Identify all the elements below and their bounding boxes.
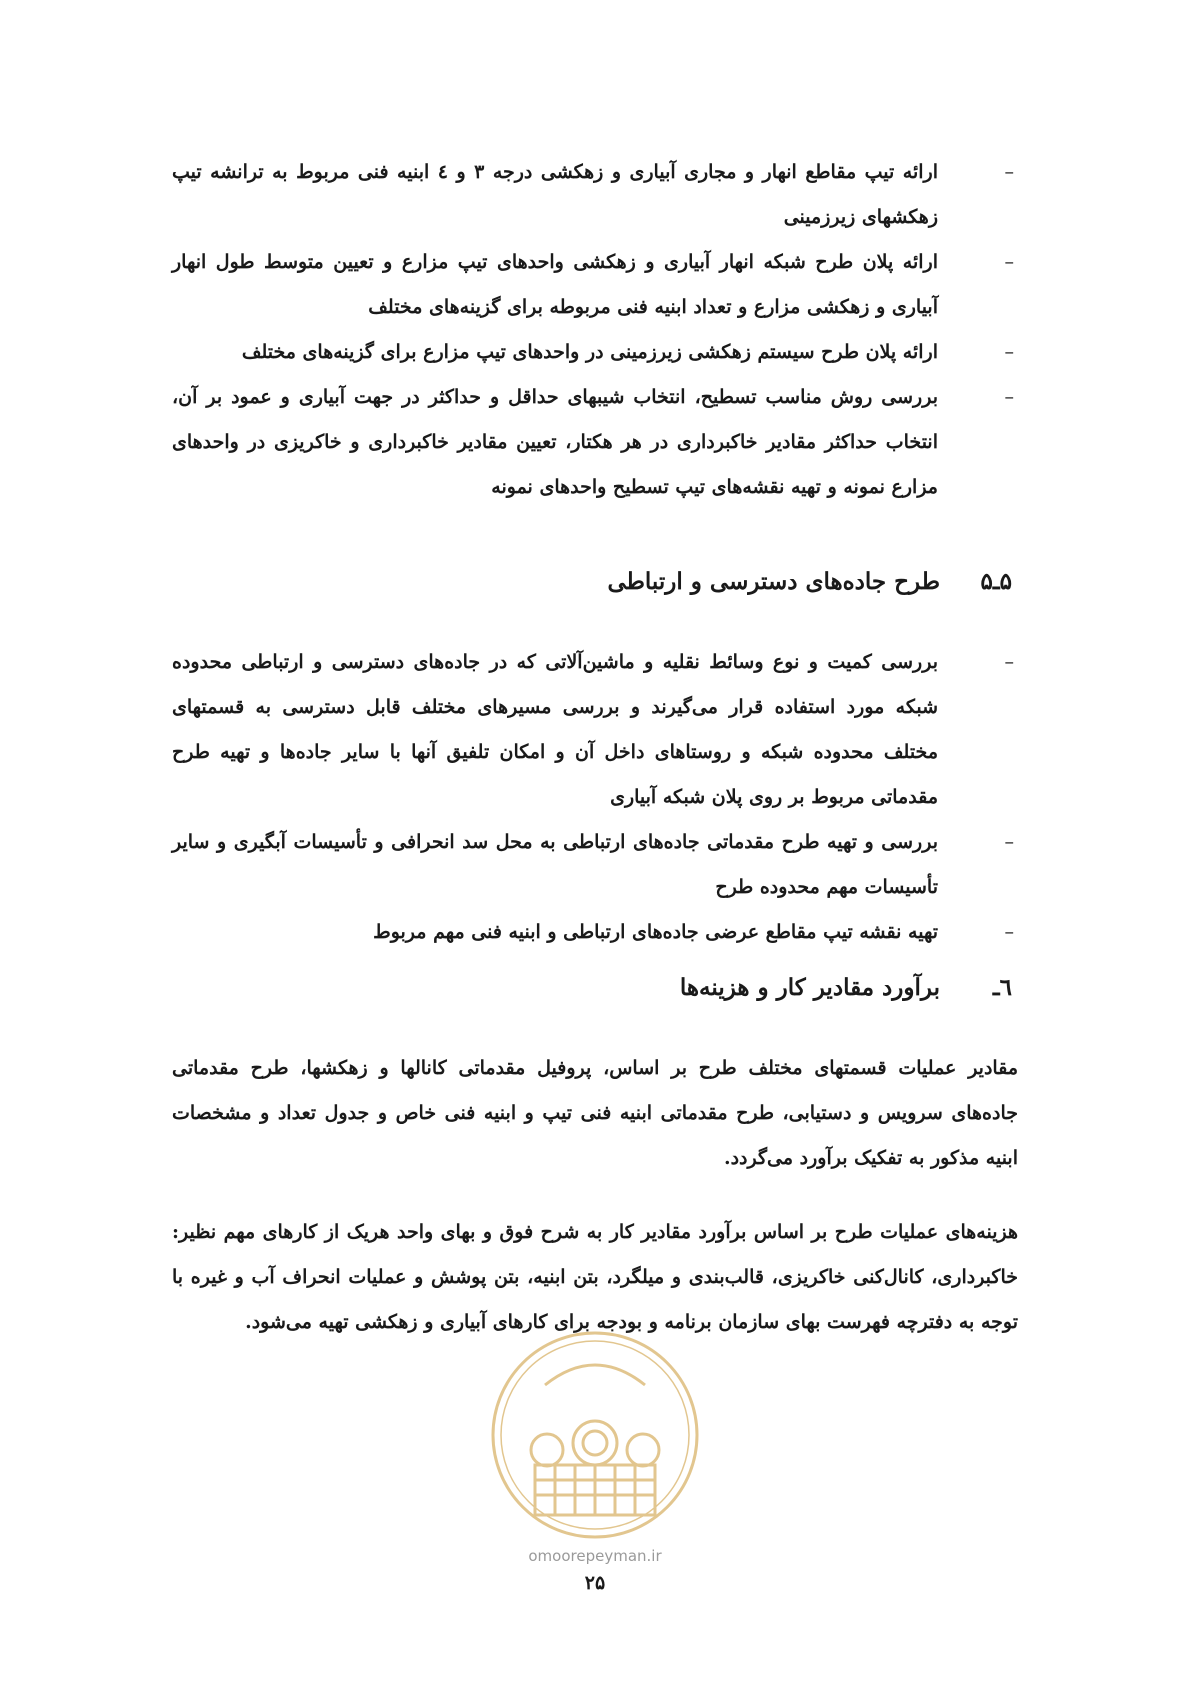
section-title: طرح جاده‌های دسترسی و ارتباطی: [607, 568, 940, 595]
bullet-list-roads: [172, 640, 1018, 955]
omoorepeyman-seal-icon: [485, 1325, 705, 1545]
list-item: – بررسی کمیت و نوع وسائط نقلیه و ماشین‌آلاتی که در جاده‌های دسترسی و ارتباطی محدوده شبکه مورد استفاده قرار می‌گیرند و بررسی مسیرهای مختلف قابل دسترسی به قسمتهای مختلف محدوده شبکه و روستاهای داخل آن و امکان تلفیق آنها با سایر جاده‌ها و تهیه طرح مقدماتی مربوط بر روی پلان شبکه آبیاری: [172, 640, 1018, 820]
watermark-logo: [485, 1325, 705, 1565]
watermark-url: omoorepeyman.ir: [528, 1547, 662, 1565]
paragraph-costs: هزینه‌های عملیات طرح بر اساس برآورد مقادیر کار به شرح فوق و بهای واحد هریک از کارهای مهم نظیر: خاکبرداری، کانال‌کنی خاکریزی، قالب‌بندی و میلگرد، بتن ابنیه، بتن پوشش و عملیات انحراف آب و غیره با توجه به دفترچه فهرست بهای سازمان برنامه و بودجه برای کارهای آبیاری و زهکشی تهیه می‌شود.: [172, 1221, 1018, 1333]
paragraph-quantities: مقادیر عملیات قسمتهای مختلف طرح بر اساس، پروفیل مقدماتی کانالها و زهکشها، طرح مقدماتی جاده‌های سرویس و دستیابی، طرح مقدماتی ابنیه فنی تیپ و ابنیه فنی خاص و جدول تعداد و مشخصات ابنیه مذکور به تفکیک برآورد می‌گردد.: [172, 1057, 1018, 1169]
list-item: – ارائه پلان طرح شبکه انهار آبیاری و زهکشی واحدهای تیپ مزارع و تعیین متوسط طول انهار آبیاری و زهکشی مزارع و تعداد ابنیه فنی مربوطه برای گزینه‌های مختلف: [172, 240, 1018, 330]
dash-marker: –: [1004, 651, 1014, 673]
dash-marker: –: [1004, 386, 1014, 408]
section-number: ٦ـ: [992, 974, 1012, 1001]
list-item: – ارائه پلان طرح سیستم زهکشی زیرزمینی در واحدهای تیپ مزارع برای گزینه‌های مختلف: [172, 330, 1018, 375]
dash-marker: –: [1004, 831, 1014, 853]
section-heading-5-5: [607, 562, 1012, 602]
dash-marker: –: [1004, 161, 1014, 183]
dash-marker: –: [1004, 921, 1014, 943]
page-number: ۲۵: [584, 1572, 606, 1594]
section-number: ۵ـ۵: [980, 568, 1012, 595]
list-item: – بررسی و تهیه طرح مقدماتی جاده‌های ارتباطی به محل سد انحرافی و تأسیسات آبگیری و سایر تأسیسات مهم محدوده طرح: [172, 820, 1018, 910]
dash-marker: –: [1004, 251, 1014, 273]
dash-marker: –: [1004, 341, 1014, 363]
list-item: – ارائه تیپ مقاطع انهار و مجاری آبیاری و زهکشی درجه ۳ و ٤ ابنیه فنی مربوط به ترانشه تیپ زهکشهای زیرزمینی: [172, 150, 1018, 240]
bullet-list-design: [172, 150, 1018, 510]
list-item: – تهیه نقشه تیپ مقاطع عرضی جاده‌های ارتباطی و ابنیه فنی مهم مربوط: [172, 910, 1018, 955]
section-title: برآورد مقادیر کار و هزینه‌ها: [679, 974, 940, 1001]
list-item: – بررسی روش مناسب تسطیح، انتخاب شیبهای حداقل و حداکثر در جهت آبیاری و عمود بر آن، انتخاب حداکثر مقادیر خاکبرداری در هر هکتار، تعیین مقادیر خاکبرداری و خاکریزی در واحدهای مزارع نمونه و تهیه نقشه‌های تیپ تسطیح واحدهای نمونه: [172, 375, 1018, 510]
section-heading-6: [680, 968, 1012, 1008]
